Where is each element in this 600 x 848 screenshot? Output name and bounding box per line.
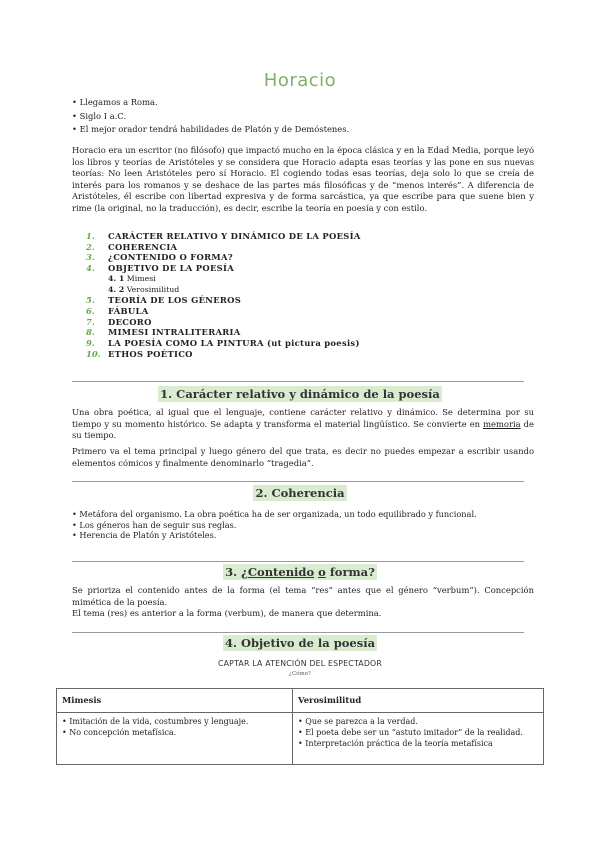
page-title: Horacio [263, 70, 337, 91]
list-item: • Que se parezca a la verdad. [298, 717, 418, 726]
section-heading-2: 2. Coherencia [255, 486, 345, 500]
section-1-paragraph-2: Primero va el tema principal y luego género del que trata, es decir no puedes empezar a escribir usando elementos cómicos y finalmente denominarlo “tragedia”. [72, 446, 534, 468]
toc-item: 4. OBJETIVO DE LA POESÍA [86, 263, 235, 274]
intro-paragraph: Horacio era un escritor (no filósofo) que impactó mucho en la época clásica y en la Edad Media, porque leyó los libros y teorías de Aristóteles y se considera que Horacio adapta esas teorías y las pone en sus nuevas teorías: No leen Aristóteles pero sí Horacio. El cogiendo todas esas teorías, deja solo lo que se creía de interés para los romanos y se deshace de las partes más filosóficas y de “menos interés”. A diferencia de Aristóteles, él escribe con libertad expresiva y de forma sarcástica, ya que escribe para que suene bien y rime (la original, no la traducción), es decir, escribe la teoría en poesía y con estilo. [72, 145, 534, 213]
divider [72, 381, 524, 382]
toc-item: 10. ETHOS POÉTICO [86, 348, 193, 359]
section-2-list [72, 509, 532, 541]
divider [72, 632, 524, 633]
list-item: • Imitación de la vida, costumbres y lenguaje. [62, 717, 249, 726]
section-heading-4: 4. Objetivo de la poesía [224, 636, 376, 650]
list-item: • El mejor orador tendrá habilidades de Platón y de Demóstenes. [72, 124, 350, 134]
section-3-paragraph-1: Se prioriza el contenido antes de la forma (el tema “res” antes que el género “verbum”). Concepción mimética de la poesía. [72, 585, 534, 607]
table-cell [57, 713, 293, 765]
section-4-subcaption: ¿Cómo? [289, 671, 311, 677]
table-header-cell: Mimesis [57, 689, 293, 713]
toc-item: 7. DECORO [86, 316, 152, 327]
table-header-cell: Verosimilitud [293, 689, 544, 713]
section-3-paragraph-2: El tema (res) es anterior a la forma (verbum), de manera que determina. [72, 608, 382, 618]
toc-subitem: 4. 1 Mimesi [108, 273, 156, 283]
list-item: • No concepción metafísica. [62, 727, 177, 737]
list-item: • Interpretación práctica de la teoría metafísica [298, 738, 493, 748]
divider [72, 481, 524, 482]
section-4-caption: CAPTAR LA ATENCIÓN DEL ESPECTADOR [218, 659, 382, 668]
table-header-row [57, 689, 544, 713]
comparison-table [56, 688, 544, 765]
toc-item: 6. FÁBULA [86, 305, 149, 316]
divider [72, 561, 524, 562]
toc-subitem: 4. 2 Verosimilitud [108, 284, 180, 294]
intro-bullets [72, 96, 542, 137]
list-item: • Siglo I a.C. [72, 110, 127, 121]
table-of-contents [86, 231, 546, 359]
toc-item: 2. COHERENCIA [86, 241, 178, 252]
toc-item: 3. ¿CONTENIDO O FORMA? [86, 252, 233, 263]
table-row [57, 713, 544, 765]
table-cell [293, 713, 544, 765]
toc-item: 5. TEORÍA DE LOS GÉNEROS [86, 295, 242, 306]
toc-item: 9. LA POESÍA COMO LA PINTURA (ut pictura poesis) [86, 338, 360, 349]
list-item: • Herencia de Platón y Aristóteles. [72, 530, 217, 541]
list-item: • El poeta debe ser un “astuto imitador” de la realidad. [298, 727, 523, 737]
toc-item: 1. CARÁCTER RELATIVO Y DINÁMICO DE LA POESÍA [86, 231, 361, 241]
section-heading-3: 3. ¿Contenido o forma? [225, 565, 375, 579]
list-item: • Metáfora del organismo. La obra poética ha de ser organizada, un todo equilibrado y funcional. [72, 509, 477, 519]
list-item: • Llegamos a Roma. [72, 97, 158, 107]
toc-item: 8. MIMESI INTRALITERARIA [86, 327, 241, 338]
section-1-paragraph-1: Una obra poética, al igual que el lenguaje, contiene carácter relativo y dinámico. Se determina por su tiempo y su momento histórico. Se adapta y transforma el material lingüístico. Se convierte en memoria de su tiempo. [72, 407, 534, 440]
section-heading-1: 1. Carácter relativo y dinámico de la poesía [160, 387, 440, 401]
list-item: • Los géneros han de seguir sus reglas. [72, 519, 237, 530]
